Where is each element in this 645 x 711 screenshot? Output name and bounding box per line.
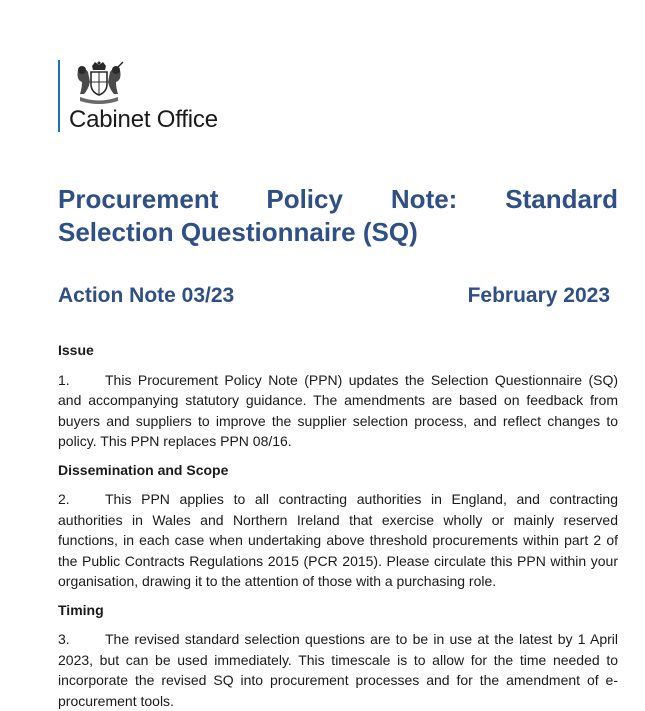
section-heading: Dissemination and Scope xyxy=(58,460,618,481)
page-title xyxy=(58,183,618,249)
section-dissemination xyxy=(58,460,618,592)
section-paragraph xyxy=(58,629,618,711)
cabinet-office-logo xyxy=(58,60,258,132)
action-note-header xyxy=(58,284,610,308)
section-paragraph xyxy=(58,489,618,592)
section-paragraph xyxy=(58,370,618,452)
logo-divider-bar xyxy=(58,60,60,132)
action-note-date: February 2023 xyxy=(468,284,610,308)
section-heading: Issue xyxy=(58,340,618,361)
title-line-2: Selection Questionnaire (SQ) xyxy=(58,217,418,247)
paragraph-number: 1. xyxy=(58,370,105,391)
section-timing xyxy=(58,600,618,711)
section-issue xyxy=(58,340,618,452)
paragraph-text: The revised standard selection questions are to be in use at the latest by 1 April 2023, but can be used immediately. This timescale is to allow for the time needed to incorporate the revised SQ into procurement processes and for the amendment of e-procurement tools. xyxy=(58,631,618,709)
paragraph-text: This PPN applies to all contracting authorities in England, and contracting authorities in Wales and Northern Ireland that exercise wholly or mainly reserved functions, in each case when undertaking above threshold procurements within part 2 of the Public Contracts Regulations 2015 (PCR 2015). Please circulate this PPN within your organisation, drawing it to the attention of those with a purchasing role. xyxy=(58,491,618,589)
section-heading: Timing xyxy=(58,600,618,621)
paragraph-number: 2. xyxy=(58,489,105,510)
paragraph-number: 3. xyxy=(58,629,105,650)
royal-coat-of-arms-icon xyxy=(70,60,128,106)
logo-text: Cabinet Office xyxy=(69,106,218,134)
document-body xyxy=(58,340,618,711)
paragraph-text: This Procurement Policy Note (PPN) updates the Selection Questionnaire (SQ) and accompanying statutory guidance. The amendments are based on feedback from buyers and suppliers to improve the supplier selection process, and reflect changes to policy. This PPN replaces PPN 08/16. xyxy=(58,372,618,450)
title-line-1: Procurement Policy Note: Standard xyxy=(58,183,618,216)
action-note-label: Action Note 03/23 xyxy=(58,284,234,308)
